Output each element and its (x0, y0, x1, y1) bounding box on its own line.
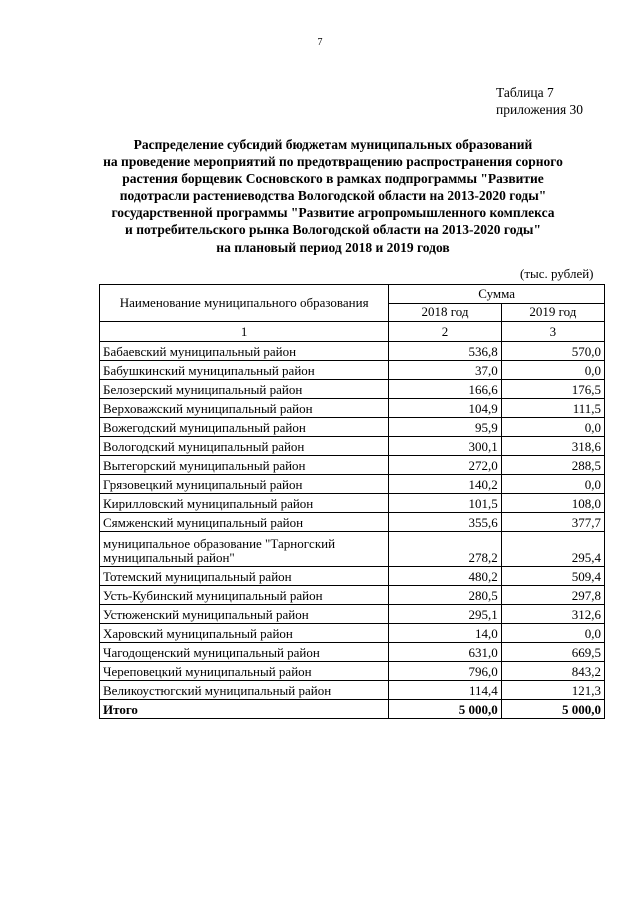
total-2019: 5 000,0 (501, 700, 604, 719)
district-name: Сямженский муниципальный район (100, 513, 389, 532)
district-name: Бабушкинский муниципальный район (100, 361, 389, 380)
table-row (100, 681, 605, 700)
document-title (80, 136, 586, 256)
header-year-2019: 2019 год (501, 303, 604, 322)
district-name: Устюженский муниципальный район (100, 605, 389, 624)
appendix-number: приложения 30 (496, 102, 584, 117)
amount-2019: 509,4 (501, 567, 604, 586)
table-row (100, 437, 605, 456)
amount-2019: 312,6 (501, 605, 604, 624)
header-year-2018: 2018 год (389, 303, 501, 322)
amount-2018: 14,0 (389, 624, 501, 643)
amount-2019: 377,7 (501, 513, 604, 532)
amount-2019: 0,0 (501, 624, 604, 643)
subsidy-table (99, 284, 605, 719)
total-row (100, 700, 605, 719)
district-name: Харовский муниципальный район (100, 624, 389, 643)
table-row (100, 342, 605, 361)
amount-2019: 0,0 (501, 418, 604, 437)
table-row (100, 456, 605, 475)
amount-2019: 288,5 (501, 456, 604, 475)
table-row (100, 605, 605, 624)
column-number: 3 (501, 322, 604, 342)
table-row (100, 624, 605, 643)
amount-2019: 669,5 (501, 643, 604, 662)
title-line: на плановый период 2018 и 2019 годов (216, 239, 450, 255)
header-sum: Сумма (389, 285, 605, 304)
amount-2018: 104,9 (389, 399, 501, 418)
units-label: (тыс. рублей) (520, 266, 594, 281)
amount-2018: 280,5 (389, 586, 501, 605)
column-number: 2 (389, 322, 501, 342)
amount-2019: 318,6 (501, 437, 604, 456)
district-name: Чагодощенский муниципальный район (100, 643, 389, 662)
amount-2019: 570,0 (501, 342, 604, 361)
amount-2019: 121,3 (501, 681, 604, 700)
district-name: муниципальное образование "Тарногский муниципальный район" (100, 532, 389, 567)
amount-2019: 108,0 (501, 494, 604, 513)
amount-2019: 176,5 (501, 380, 604, 399)
table-row (100, 513, 605, 532)
district-name: Бабаевский муниципальный район (100, 342, 389, 361)
amount-2019: 297,8 (501, 586, 604, 605)
table-row (100, 399, 605, 418)
total-2018: 5 000,0 (389, 700, 501, 719)
title-line: растения борщевик Сосновского в рамках подпрограммы "Развитие (122, 171, 544, 187)
table-row (100, 380, 605, 399)
table-row (100, 662, 605, 681)
amount-2018: 796,0 (389, 662, 501, 681)
amount-2018: 480,2 (389, 567, 501, 586)
amount-2019: 0,0 (501, 361, 604, 380)
district-name: Вытегорский муниципальный район (100, 456, 389, 475)
amount-2018: 140,2 (389, 475, 501, 494)
table-row (100, 567, 605, 586)
district-name: Кирилловский муниципальный район (100, 494, 389, 513)
table-reference (496, 84, 583, 118)
column-number-row (100, 322, 605, 342)
amount-2018: 114,4 (389, 681, 501, 700)
amount-2018: 278,2 (389, 532, 501, 567)
district-name: Вологодский муниципальный район (100, 437, 389, 456)
amount-2018: 631,0 (389, 643, 501, 662)
total-label: Итого (100, 700, 389, 719)
amount-2019: 111,5 (501, 399, 604, 418)
title-line: государственной программы "Развитие агропромышленного комплекса (111, 205, 555, 221)
table-row (100, 494, 605, 513)
page-number: 7 (317, 37, 323, 48)
amount-2018: 272,0 (389, 456, 501, 475)
table-row (100, 475, 605, 494)
header-row (100, 285, 605, 304)
district-name: Великоустюгский муниципальный район (100, 681, 389, 700)
district-name: Вожегодский муниципальный район (100, 418, 389, 437)
table-row (100, 586, 605, 605)
amount-2018: 166,6 (389, 380, 501, 399)
district-name: Верховажский муниципальный район (100, 399, 389, 418)
amount-2018: 101,5 (389, 494, 501, 513)
amount-2018: 95,9 (389, 418, 501, 437)
column-number: 1 (100, 322, 389, 342)
table-row (100, 532, 605, 567)
amount-2018: 536,8 (389, 342, 501, 361)
amount-2018: 300,1 (389, 437, 501, 456)
district-name: Грязовецкий муниципальный район (100, 475, 389, 494)
amount-2018: 295,1 (389, 605, 501, 624)
amount-2018: 355,6 (389, 513, 501, 532)
amount-2019: 0,0 (501, 475, 604, 494)
amount-2019: 843,2 (501, 662, 604, 681)
header-name: Наименование муниципального образования (100, 285, 389, 322)
table-row (100, 361, 605, 380)
district-name: Череповецкий муниципальный район (100, 662, 389, 681)
title-line: Распределение субсидий бюджетам муниципальных образований (133, 137, 533, 152)
title-line: подотрасли растениеводства Вологодской области на 2013-2020 годы" (119, 188, 547, 204)
district-name: Белозерский муниципальный район (100, 380, 389, 399)
table-row (100, 418, 605, 437)
title-line: и потребительского рынка Вологодской области на 2013-2020 годы" (125, 222, 541, 238)
district-name: Усть-Кубинский муниципальный район (100, 586, 389, 605)
table-row (100, 643, 605, 662)
district-name: Тотемский муниципальный район (100, 567, 389, 586)
amount-2018: 37,0 (389, 361, 501, 380)
amount-2019: 295,4 (501, 532, 604, 567)
table-number: Таблица 7 (496, 85, 554, 100)
title-line: на проведение мероприятий по предотвращению распространения сорного (103, 154, 563, 170)
